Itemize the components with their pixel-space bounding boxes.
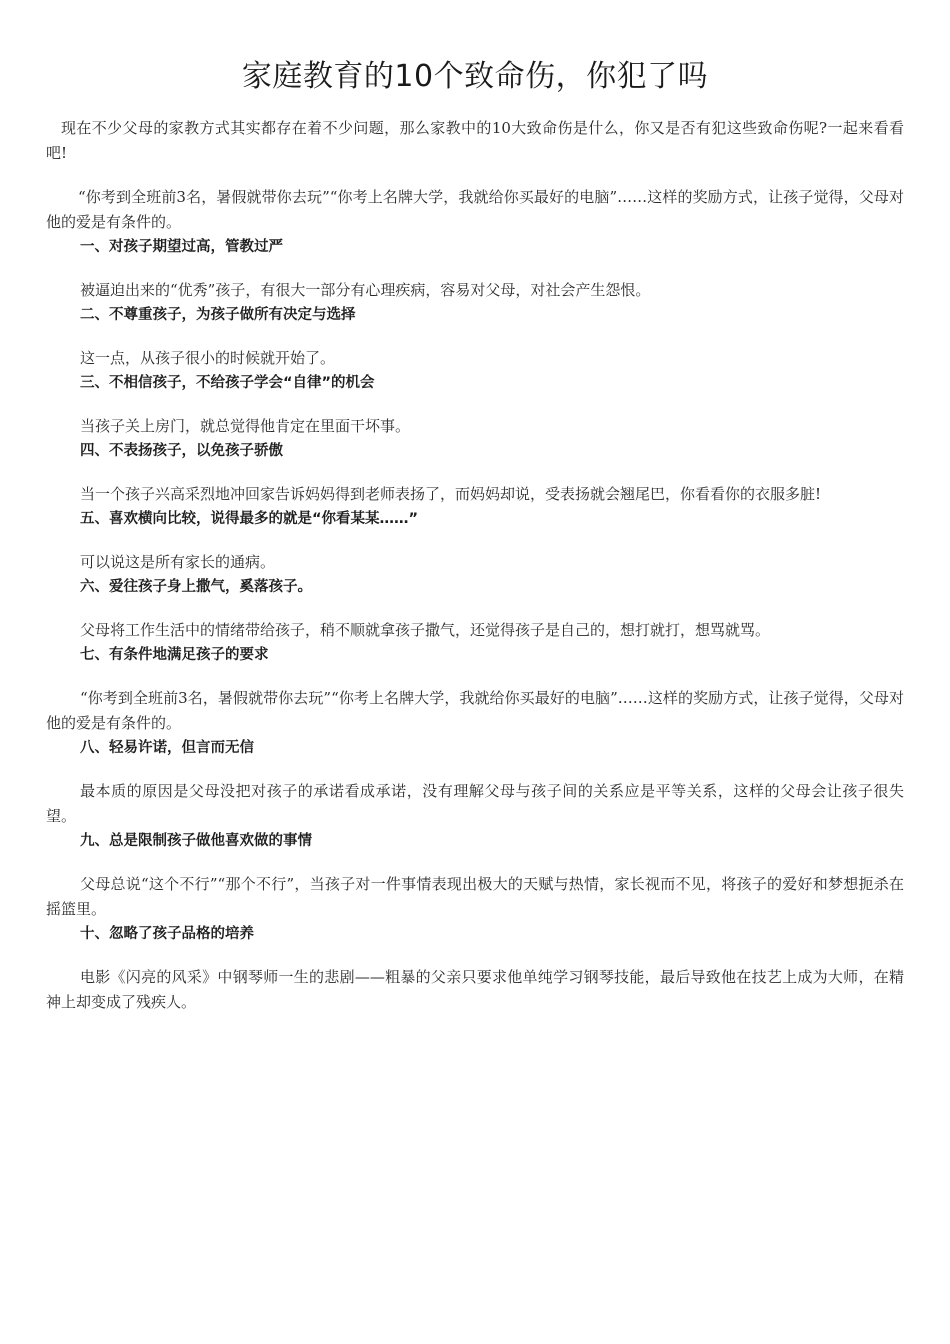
section-7 [46, 643, 904, 736]
section-body: 当孩子关上房门，就总觉得他肯定在里面干坏事。 [80, 417, 411, 435]
section-body: 这一点，从孩子很小的时候就开始了。 [80, 349, 336, 367]
section-10 [46, 922, 904, 1015]
section-8 [46, 736, 904, 829]
section-body: 电影《闪亮的风采》中钢琴师一生的悲剧——粗暴的父亲只要求他单纯学习钢琴技能，最后导致他在技艺上成为大师，在精神上却变成了残疾人。 [46, 968, 904, 1011]
section-heading: 三、不相信孩子，不给孩子学会“自律”的机会 [80, 375, 375, 391]
section-body: 父母总说“这个不行”“那个不行”，当孩子对一件事情表现出极大的天赋与热情，家长视而不见，将孩子的爱好和梦想扼杀在摇篮里。 [46, 875, 904, 918]
section-5 [46, 507, 904, 575]
section-heading: 七、有条件地满足孩子的要求 [80, 647, 269, 663]
section-body: 最本质的原因是父母没把对孩子的承诺看成承诺，没有理解父母与孩子间的关系应是平等关系，这样的父母会让孩子很失望。 [46, 782, 904, 825]
section-heading: 十、忽略了孩子品格的培养 [80, 926, 254, 942]
section-heading: 一、对孩子期望过高，管教过严 [80, 239, 283, 255]
intro-paragraph: 现在不少父母的家教方式其实都存在着不少问题，那么家教中的10大致命伤是什么，你又是否有犯这些致命伤呢?一起来看看吧! [46, 119, 904, 162]
section-9 [46, 829, 904, 922]
section-heading: 二、不尊重孩子，为孩子做所有决定与选择 [80, 307, 356, 323]
section-2 [46, 303, 904, 371]
section-heading: 九、总是限制孩子做他喜欢做的事情 [80, 833, 312, 849]
section-4 [46, 439, 904, 507]
section-heading: 四、不表扬孩子，以免孩子骄傲 [80, 443, 283, 459]
section-body: 当一个孩子兴高采烈地冲回家告诉妈妈得到老师表扬了，而妈妈却说，受表扬就会翘尾巴，你看看你的衣服多脏! [80, 485, 822, 503]
section-heading: 六、爱往孩子身上撒气，奚落孩子。 [80, 579, 312, 595]
document-title: 家庭教育的10个致命伤，你犯了吗 [241, 59, 709, 94]
section-heading: 五、喜欢横向比较，说得最多的就是“你看某某……” [80, 511, 419, 527]
opening-quote-paragraph: “你考到全班前3名，暑假就带你去玩”“你考上名牌大学，我就给你买最好的电脑”……这样的奖励方式，让孩子觉得，父母对他的爱是有条件的。 [46, 188, 904, 231]
section-body: 被逼迫出来的“优秀”孩子，有很大一部分有心理疾病，容易对父母，对社会产生怨恨。 [80, 281, 651, 299]
section-heading: 八、轻易许诺，但言而无信 [80, 740, 254, 756]
section-body: 可以说这是所有家长的通病。 [80, 553, 276, 571]
document-page [46, 0, 904, 1015]
section-body: “你考到全班前3名，暑假就带你去玩”“你考上名牌大学，我就给你买最好的电脑”……这样的奖励方式，让孩子觉得，父母对他的爱是有条件的。 [46, 689, 904, 732]
section-3 [46, 371, 904, 439]
section-6 [46, 575, 904, 643]
section-1 [46, 235, 904, 303]
section-body: 父母将工作生活中的情绪带给孩子，稍不顺就拿孩子撒气，还觉得孩子是自己的，想打就打，想骂就骂。 [80, 621, 771, 639]
